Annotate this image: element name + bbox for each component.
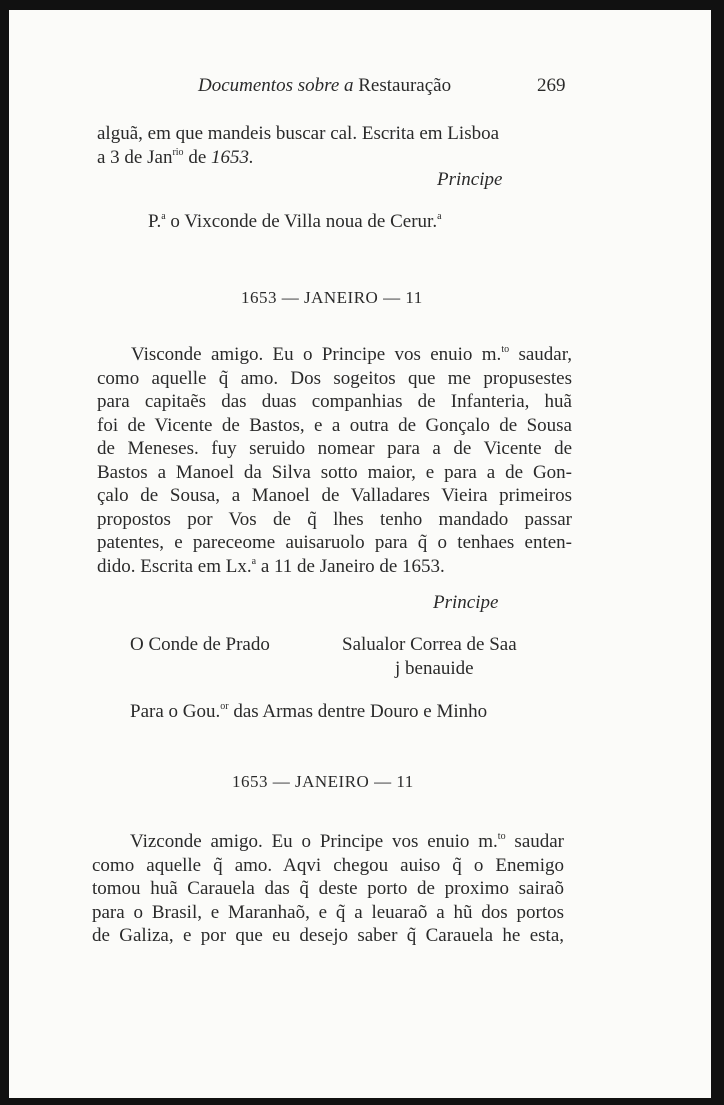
letter3-date-heading: 1653 — JANEIRO — 11 [232,772,414,791]
letter1-line-2-sup: rio [172,146,184,158]
letter3-line-1 [92,830,564,854]
letter2-address-sup: or [220,701,229,712]
letter1-address-sup2: a [437,211,442,222]
letter2-address-a: Para o Gou. [130,701,221,722]
letter1-line-2b: de [188,146,207,168]
letter2-line-3: para capitaẽs das duas companhias de Infanteria, huã [97,391,572,412]
letter2-line-5: de Meneses. fuy seruido nomear para a de Vicente de [97,438,572,459]
letter3-line-5: de Galiza, e por que eu desejo saber q̃ Carauela he esta, [92,925,564,946]
letter2-line-10-end: a 11 de Janeiro de 1653. [260,555,445,577]
letter2-line-2: como aquelle q̃ amo. Dos sogeitos que me propusestes [97,367,572,389]
letter2-line-9: patentes, e pareceome auisaruolo para q̃ o tenhaes enten- [97,532,572,553]
letter2-line-8: propostos por Vos de q̃ lhes tenho mandado passar [97,508,572,530]
letter2-line-1-end: saudar, [518,344,573,365]
letter2-line-6: Bastos a Manoel da Silva sotto maior, e para a de Gon- [97,461,572,483]
letter2-line-10-sup: a [251,555,257,567]
letter1-body [97,122,572,169]
letter2-line-10-text: dido. Escrita em Lx. [97,555,252,577]
letter2-cosigner-left: O Conde de Prado [130,634,270,655]
letter2-line-1 [97,343,572,367]
letter1-line-2 [97,146,572,170]
letter2-signature: Principe [433,592,499,613]
letter1-address-sup1: a [161,211,166,222]
letter2-body [97,343,572,578]
letter2-line-7: çalo de Sousa, a Manoel de Valladares Vieira primeiros [97,485,572,506]
letter1-line-2a: a 3 de Jan [97,146,173,168]
letter2-date-heading: 1653 — JANEIRO — 11 [241,288,423,307]
letter2-line-1-sup: to [501,344,510,355]
letter1-address [148,211,442,233]
header-title-rest: Restauração [358,75,452,96]
letter3-body [92,830,564,948]
letter3-line-1b: saudar [514,831,565,852]
letter1-address-b: o Vixconde de Villa noua de Cerur. [170,211,438,232]
letter2-address-b: das Armas dentre Douro e Minho [233,701,488,722]
letter1-signature: Principe [437,169,503,190]
letter2-address [130,701,487,723]
letter3-line-1-sup: to [497,831,506,842]
letter2-cosigner-right-2: j benauide [395,658,474,679]
letter1-line-1: alguã, em que mandeis buscar cal. Escrita em Lisboa [97,123,500,144]
page-number: 269 [537,75,566,96]
running-header-title [198,75,451,97]
letter2-line-1-text: Visconde amigo. Eu o Principe vos enuio m. [131,344,502,365]
letter3-line-2: como aquelle q̃ amo. Aqvi chegou auiso q̃ o Enemigo [92,854,564,876]
letter2-cosigner-right-1: Salualor Correa de Saa [342,634,517,655]
letter1-address-a: P. [148,211,162,232]
letter1-year: 1653. [211,146,254,168]
letter3-line-4: para o Brasil, e Maranhaõ, e q̃ a leuaraõ a hũ dos portos [92,901,564,923]
letter2-line-4: foi de Vicente de Bastos, e a outra de Gonçalo de Sousa [97,414,572,436]
letter3-line-1a: Vizconde amigo. Eu o Principe vos enuio m. [130,831,498,852]
header-title-italic: Documentos sobre a [198,75,354,96]
letter3-line-3: tomou huã Carauela das q̃ deste porto de proximo sairaõ [92,878,564,899]
letter2-line-10 [97,555,572,579]
